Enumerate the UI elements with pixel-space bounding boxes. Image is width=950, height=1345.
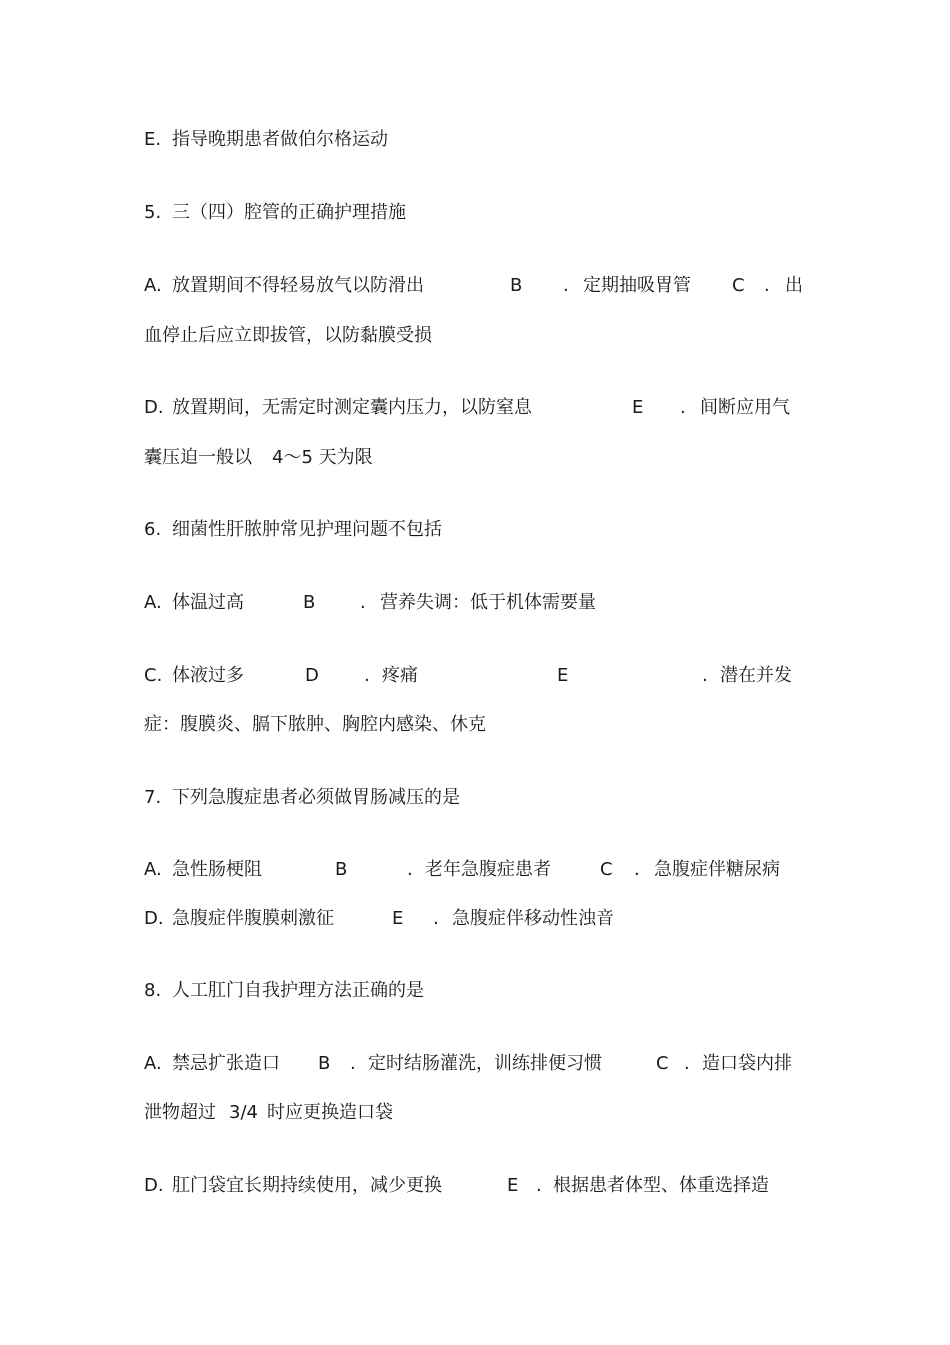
option-letter: A. — [144, 859, 162, 880]
question-text: 三（四）腔管的正确护理措施 — [172, 202, 406, 223]
question-text: 下列急腹症患者必须做胃肠减压的是 — [172, 787, 460, 808]
question-line — [0, 200, 950, 226]
question-line — [0, 517, 950, 543]
continuation-line — [0, 1100, 950, 1126]
option-text: 间断应用气 — [700, 397, 790, 418]
question-number: 5. — [144, 202, 162, 223]
option-letter: B — [303, 592, 316, 613]
option-text: 肛门袋宜长期持续使用，减少更换 — [172, 1175, 442, 1196]
question-line — [0, 978, 950, 1004]
option-text: 急腹症伴移动性浊音 — [452, 908, 614, 929]
option-letter: D. — [144, 397, 164, 418]
option-letter: A. — [144, 592, 162, 613]
option-dot: . — [364, 665, 370, 686]
option-text: 泄物超过 — [144, 1102, 216, 1123]
option-text: 疼痛 — [382, 665, 418, 686]
option-text: 营养失调：低于机体需要量 — [380, 592, 596, 613]
option-text: 造口袋内排 — [702, 1053, 792, 1074]
option-letter: C — [732, 275, 745, 296]
question-text: 细菌性肝脓肿常见护理问题不包括 — [172, 519, 442, 540]
option-letter: D. — [144, 1175, 164, 1196]
option-dot: . — [680, 397, 686, 418]
option-text: 急腹症伴糖尿病 — [654, 859, 780, 880]
option-text: 出 — [785, 275, 803, 296]
option-letter: B — [510, 275, 523, 296]
option-line — [0, 127, 950, 153]
option-dot: . — [536, 1175, 542, 1196]
option-line — [0, 663, 950, 689]
option-text: 血停止后应立即拔管，以防黏膜受损 — [144, 325, 432, 346]
option-text: 4～5 天为限 — [272, 447, 373, 468]
option-line — [0, 273, 950, 299]
option-letter: C — [656, 1053, 669, 1074]
option-line — [0, 590, 950, 616]
option-dot: . — [684, 1053, 690, 1074]
option-text: 3/4 — [229, 1102, 258, 1123]
option-letter: D. — [144, 908, 164, 929]
option-text: 时应更换造口袋 — [267, 1102, 393, 1123]
option-dot: . — [634, 859, 640, 880]
option-letter: B — [335, 859, 348, 880]
option-letter: D — [305, 665, 319, 686]
option-letter: E — [632, 397, 644, 418]
option-dot: . — [764, 275, 770, 296]
option-line — [0, 1051, 950, 1077]
option-letter: E. — [144, 129, 162, 150]
option-letter: E — [507, 1175, 519, 1196]
option-text: 定时结肠灌洗，训练排便习惯 — [368, 1053, 602, 1074]
question-number: 6. — [144, 519, 162, 540]
option-letter: B — [318, 1053, 331, 1074]
option-line — [0, 906, 950, 932]
question-number: 7. — [144, 787, 162, 808]
option-text: 禁忌扩张造口 — [172, 1053, 280, 1074]
option-text: 根据患者体型、体重选择造 — [553, 1175, 769, 1196]
option-text: 囊压迫一般以 — [144, 447, 252, 468]
option-text: 急腹症伴腹膜刺激征 — [172, 908, 334, 929]
option-text: 急性肠梗阻 — [172, 859, 262, 880]
option-letter: A. — [144, 275, 162, 296]
option-dot: . — [702, 665, 708, 686]
option-text: 老年急腹症患者 — [425, 859, 551, 880]
option-dot: . — [407, 859, 413, 880]
option-letter: E — [392, 908, 404, 929]
option-text: 指导晚期患者做伯尔格运动 — [172, 129, 388, 150]
option-dot: . — [360, 592, 366, 613]
option-letter: E — [557, 665, 569, 686]
option-text: 放置期间不得轻易放气以防滑出 — [172, 275, 424, 296]
option-text: 定期抽吸胃管 — [583, 275, 691, 296]
continuation-line — [0, 712, 950, 738]
option-text: 体液过多 — [172, 665, 244, 686]
continuation-line — [0, 323, 950, 349]
option-letter: C. — [144, 665, 163, 686]
question-number: 8. — [144, 980, 162, 1001]
option-text: 症：腹膜炎、膈下脓肿、胸腔内感染、休克 — [144, 714, 486, 735]
option-text: 放置期间，无需定时测定囊内压力，以防窒息 — [172, 397, 532, 418]
continuation-line — [0, 445, 950, 471]
option-line — [0, 857, 950, 883]
option-text: 体温过高 — [172, 592, 244, 613]
option-text: 潜在并发 — [720, 665, 792, 686]
option-dot: . — [433, 908, 439, 929]
option-dot: . — [350, 1053, 356, 1074]
question-text: 人工肛门自我护理方法正确的是 — [172, 980, 424, 1001]
option-line — [0, 395, 950, 421]
option-letter: A. — [144, 1053, 162, 1074]
option-dot: . — [563, 275, 569, 296]
question-line — [0, 785, 950, 811]
option-line — [0, 1173, 950, 1199]
option-letter: C — [600, 859, 613, 880]
